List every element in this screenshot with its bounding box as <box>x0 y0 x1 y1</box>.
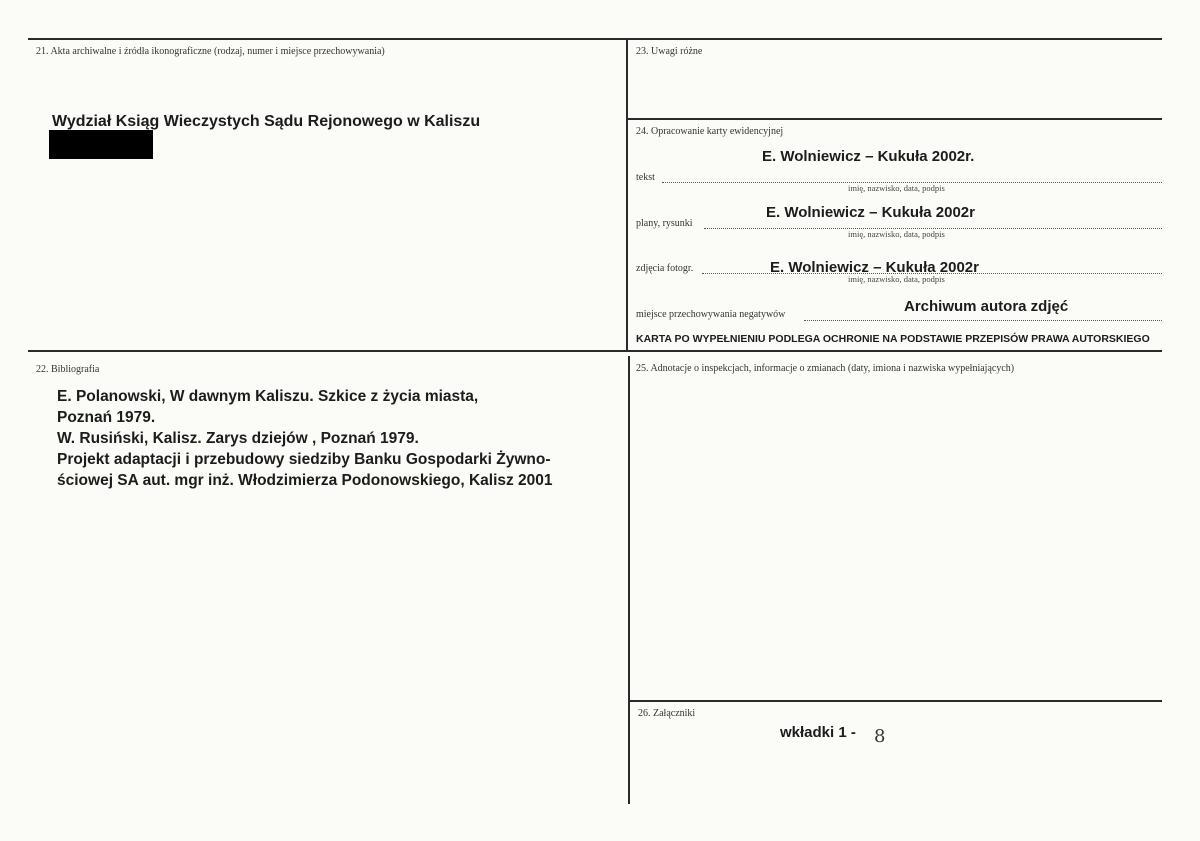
bibliography-line: W. Rusiński, Kalisz. Zarys dziejów , Poznań 1979. <box>57 430 419 447</box>
section25-bottom-line <box>628 700 1162 702</box>
photos-field-hint: imię, nazwisko, data, podpis <box>848 274 945 284</box>
attachments-value: wkładki 1 - <box>780 724 856 741</box>
section26-label: 26. Załączniki <box>638 708 696 719</box>
section24-label: 24. Opracowanie karty ewidencyjnej <box>636 126 784 137</box>
negatives-field-label: miejsce przechowywania negatywów <box>636 309 786 320</box>
photos-author-value: E. Wolniewicz – Kukuła 2002r <box>770 259 979 276</box>
center-vertical-line-lower <box>628 356 630 804</box>
plans-field-hint: imię, nazwisko, data, podpis <box>848 229 945 239</box>
bibliography-line: E. Polanowski, W dawnym Kaliszu. Szkice z życia miasta, <box>57 388 479 405</box>
section25-label: 25. Adnotacje o inspekcjach, informacje o zmianach (daty, imiona i nazwiska wypełniających) <box>636 363 1015 374</box>
section22-label: 22. Bibliografia <box>36 364 100 375</box>
bibliography-list <box>57 386 553 491</box>
redaction-block <box>49 130 153 159</box>
section21-archive-text: Wydział Ksiąg Wieczystych Sądu Rejonowego w Kaliszu <box>52 113 481 130</box>
photos-field-label: zdjęcia fotogr. <box>636 263 694 274</box>
copyright-notice: KARTA PO WYPEŁNIENIU PODLEGA OCHRONIE NA PODSTAWIE PRZEPISÓW PRAWA AUTORSKIEGO <box>636 333 1150 345</box>
center-vertical-line-upper <box>626 38 628 350</box>
attachments-handwritten-count: 8 <box>874 726 886 747</box>
middle-divider-line <box>28 350 628 352</box>
negatives-location-value: Archiwum autora zdjęć <box>904 298 1069 315</box>
section23-label: 23. Uwagi różne <box>636 46 703 57</box>
section24-bottom-line <box>628 350 1162 352</box>
text-field-hint: imię, nazwisko, data, podpis <box>848 183 945 193</box>
plans-author-value: E. Wolniewicz – Kukuła 2002r <box>766 204 975 221</box>
section21-label: 21. Akta archiwalne i źródła ikonograficzne (rodzaj, numer i miejsce przechowywania) <box>36 46 385 57</box>
negatives-field-dotted-line <box>804 320 1162 321</box>
bibliography-line: ściowej SA aut. mgr inż. Włodzimierza Podonowskiego, Kalisz 2001 <box>57 472 553 489</box>
plans-field-label: plany, rysunki <box>636 218 693 229</box>
section23-bottom-line <box>628 118 1162 120</box>
text-author-value: E. Wolniewicz – Kukuła 2002r. <box>762 148 975 165</box>
top-border-line <box>28 38 1162 40</box>
bibliography-line: Projekt adaptacji i przebudowy siedziby Banku Gospodarki Żywno- <box>57 451 551 468</box>
bibliography-line: Poznań 1979. <box>57 409 156 426</box>
text-field-label: tekst <box>636 172 655 183</box>
